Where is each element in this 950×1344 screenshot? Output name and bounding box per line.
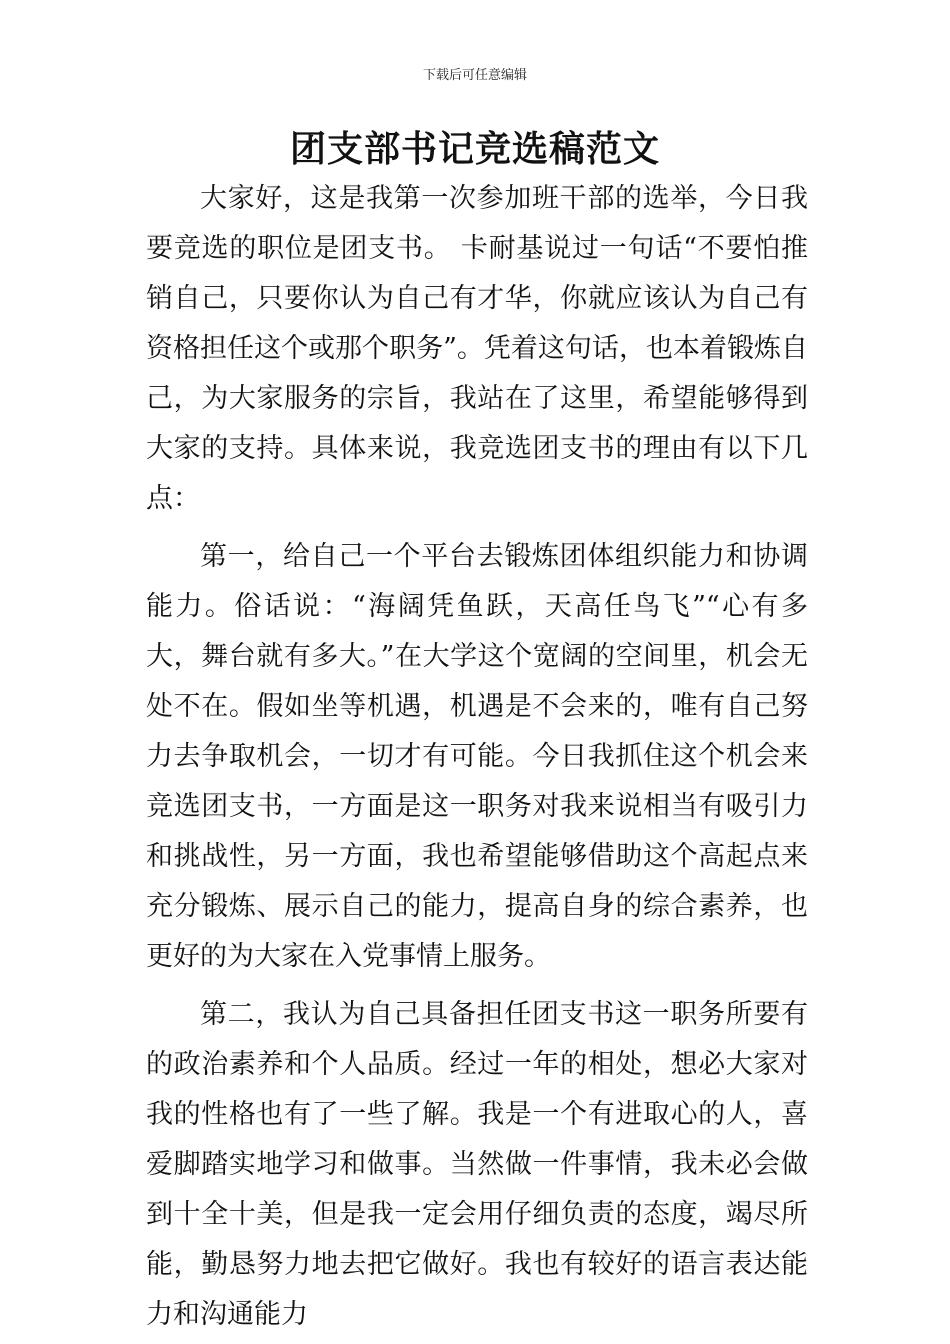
paragraph-first-reason: 第一，给自己一个平台去锻炼团体组织能力和协调能力。俗话说：“海阔凭鱼跃，天高任鸟飞”“心有多大，舞台就有多大。”在大学这个宽阔的空间里，机会无处不在。假如坐等机遇，机遇是不会来的，唯有自己努力去争取机会，一切才有可能。今日我抓住这个机会来竞选团支书，一方面是这一职务对我来说相当有吸引力和挑战性，另一方面，我也希望能够借助这个高起点来充分锻炼、展示自己的能力，提高自身的综合素养，也更好的为大家在入党事情上服务。 xyxy=(146,541,808,972)
paragraph-second-reason: 第二，我认为自己具备担任团支书这一职务所要有的政治素养和个人品质。经过一年的相处，想必大家对我的性格也有了一些了解。我是一个有进取心的人，喜爱脚踏实地学习和做事。当然做一件事情，我未必会做到十全十美，但是我一定会用仔细负责的态度，竭尽所能，勤恳努力地去把它做好。我也有较好的语言表达能力和沟通能力 xyxy=(146,999,808,1330)
paragraph-intro: 大家好，这是我第一次参加班干部的选举，今日我要竞选的职位是团支书。 卡耐基说过一句话“不要怕推销自己，只要你认为自己有才华，你就应该认为自己有资格担任这个或那个职务”。凭着这句话，也本着锻炼自己，为大家服务的宗旨，我站在了这里，希望能够得到大家的支持。具体来说，我竞选团支书的理由有以下几点： xyxy=(146,183,808,514)
document-body xyxy=(146,174,808,1340)
document-title: 团支部书记竞选稿范文 xyxy=(289,129,660,170)
header-note: 下载后可任意编辑 xyxy=(422,68,527,83)
